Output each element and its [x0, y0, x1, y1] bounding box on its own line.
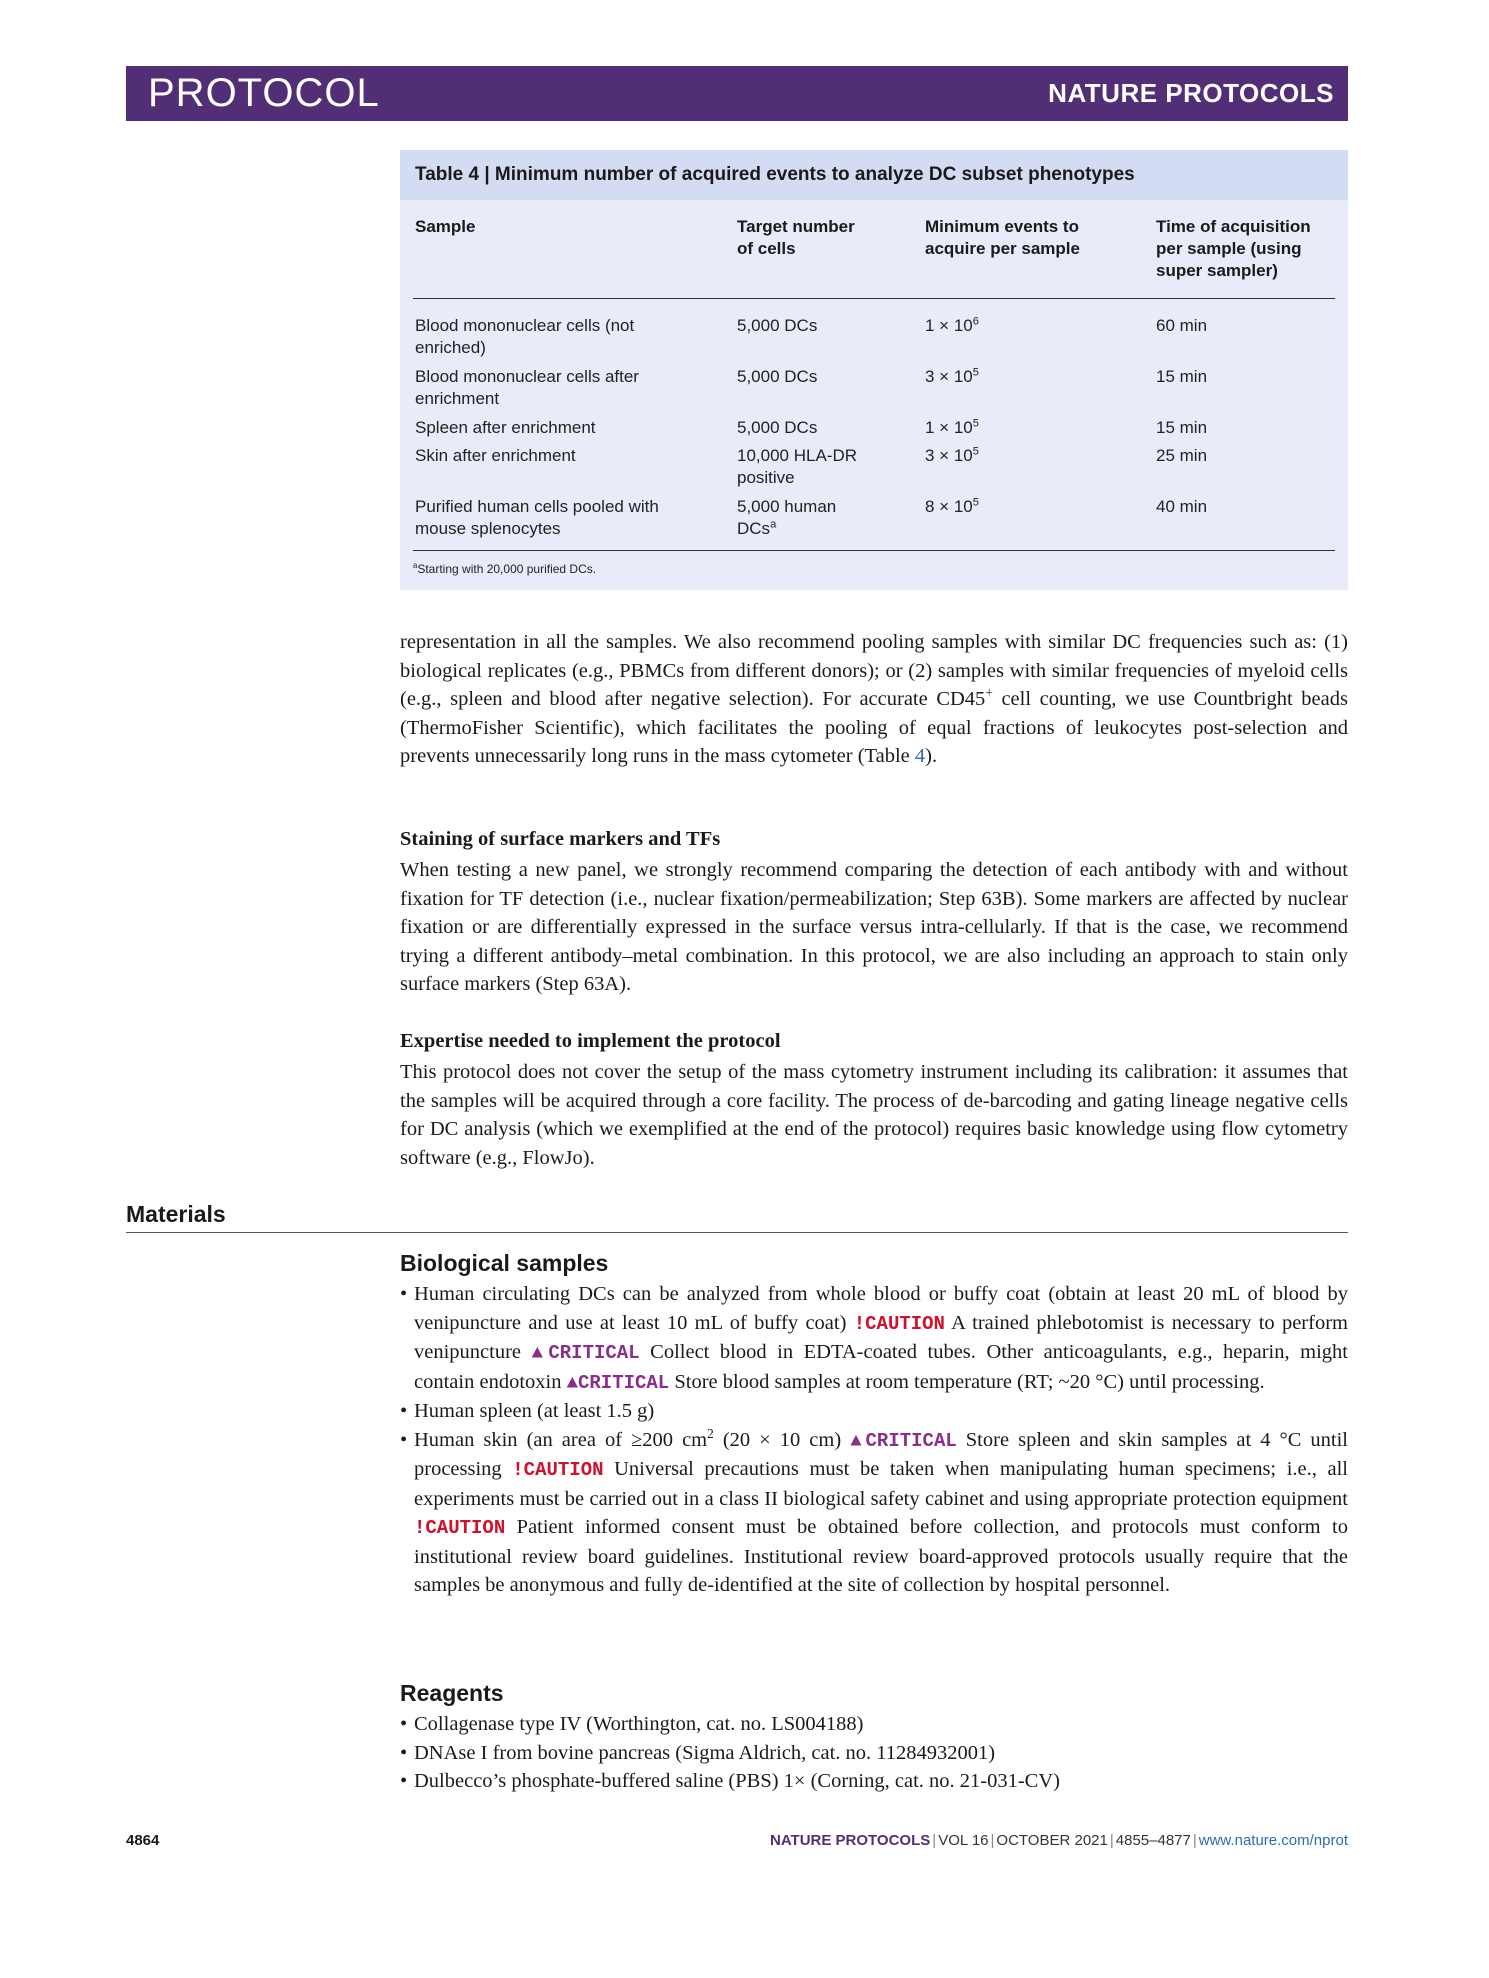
caution-label: !CAUTION: [414, 1517, 506, 1539]
biological-samples-list: [400, 1280, 1348, 1600]
table-footnote: $^a$Starting with 20,000 purified DCs.: [413, 561, 597, 576]
table-caption: Table 4 | Minimum number of acquired events to analyze DC subset phenotypes: [415, 164, 1135, 185]
reagents-list: [400, 1710, 1348, 1796]
heading-reagents: Reagents: [400, 1680, 504, 1706]
table-4-link[interactable]: 4: [914, 745, 926, 767]
heading-staining: Staining of surface markers and TFs: [400, 828, 721, 850]
col-header-time: Time of acquisition per sample (using super sampler): [1156, 217, 1311, 280]
journal-url-link[interactable]: www.nature.com/nprot: [1198, 1832, 1348, 1849]
critical-label: ▲CRITICAL: [566, 1371, 670, 1394]
list-item: • Human circulating DCs can be analyzed from whole blood or buffy coat (obtain at least 20 mL of blood by venipuncture and use at least 10 mL of buffy coat) !CAUTION A trained phlebotomist is necessary to perform venipuncture ▲CRITICAL Collect blood in EDTA-coated tubes. Other anticoagulants, e.g., heparin, might contain endotoxin ▲CRITICAL Store blood samples at room temperature (RT; ~20 °C) until processing.: [400, 1280, 1348, 1397]
heading-expertise: Expertise needed to implement the protocol: [400, 1030, 781, 1052]
footer-citation: NATURE PROTOCOLS | VOL 16 | OCTOBER 2021 | 4855–4877 | www.nature.com/nprot: [769, 1832, 1348, 1849]
table-4: Table 4 | Minimum number of acquired events to analyze DC subset phenotypes Sample Target number of cells Minimum events to acquire per sample Time of acquisition per sample (using super sampler) Blood mononuclear cells (not enriched) 5,000 DCs $1 \times 10^6$ 60 min Blood mononuclear cells after enrichment 5,000 DCs $3 \times 10^5$ 15 min Spleen after enrichment 5,000 DCs $1 \times 10^5$ 15 min Skin after enrichment 10,000 HLA-DR positive $3 \times 10^5$ 25 min Purified human cells pooled with mouse splenocytes 5,000 human DCs$^a$ $8 \times 10^5$ 40 min $^a$Starting with 20,000 purified DCs.: [400, 150, 1348, 590]
list-item: • Human spleen (at least 1.5 g): [400, 1397, 1348, 1426]
critical-label: ▲CRITICAL: [850, 1429, 957, 1452]
col-header-events: Minimum events to acquire per sample: [925, 217, 1080, 258]
table-caption-bar: [400, 150, 1348, 200]
paragraph-expertise: This protocol does not cover the setup of the mass cytometry instrument including its calibration: it assumes that the samples will be acquired through a core facility. The process of de-barcoding and gating lineage negative cells for DC analysis (which we exemplified at the end of the protocol) requires basic knowledge using flow cytometry software (e.g., FlowJo).: [400, 1061, 1348, 1169]
heading-biological-samples: Biological samples: [400, 1250, 609, 1276]
header-bar: [126, 66, 1348, 121]
list-item: • Human skin (an area of ≥200 $cm^2$ (20 × 10 cm) ▲CRITICAL Store spleen and skin samples at 4 °C until processing !CAUTION Universal precautions must be taken when manipulating human specimens; i.e., all experiments must be carried out in a class II biological safety cabinet and using appropriate protection equipment !CAUTION Patient informed consent must be obtained before collection, and protocols must conform to institutional review board guidelines. Institutional review board-approved protocols usually require that the samples be anonymous and fully de-identified at the site of collection by hospital personnel.: [400, 1426, 1348, 1600]
col-header-sample: Sample: [415, 217, 476, 236]
table-bottom-rule: [413, 550, 1335, 551]
paragraph-pooling: representation in all the samples. We also recommend pooling samples with similar DC frequencies such as: (1) biological replicates (e.g., PBMCs from different donors); or (2) samples with similar frequencies of myeloid cells (e.g., spleen and blood after negative selection). For accurate CD45+ cell counting, we use Countbright beads (ThermoFisher Scientific), which facilitates the pooling of equal fractions of leukocytes post-selection and prevents unnecessarily long runs in the mass cytometer (Table 4).: [400, 631, 1348, 767]
page-number: 4864: [126, 1832, 160, 1849]
journal-label: NATURE PROTOCOLS: [1048, 78, 1334, 108]
list-item: • Dulbecco’s phosphate-buffered saline (PBS) 1× (Corning, cat. no. 21-031-CV): [400, 1767, 1348, 1796]
materials-rule: [126, 1232, 1348, 1233]
caution-label: !CAUTION: [512, 1459, 604, 1481]
section-label: PROTOCOL: [148, 71, 380, 115]
list-item: • Collagenase type IV (Worthington, cat. no. LS004188): [400, 1710, 1348, 1739]
list-item: • DNAse I from bovine pancreas (Sigma Aldrich, cat. no. 11284932001): [400, 1739, 1348, 1768]
caution-label: !CAUTION: [853, 1312, 945, 1335]
paragraph-staining: When testing a new panel, we strongly recommend comparing the detection of each antibody with and without fixation for TF detection (i.e., nuclear fixation/permeabilization; Step 63B). Some markers are affected by nuclear fixation or are differentially expressed in the surface versus intra-cellularly. If that is the case, we recommend trying a different antibody–metal combination. In this protocol, we are also including an approach to stain only surface markers (Step 63A).: [400, 859, 1348, 995]
critical-label: ▲CRITICAL: [531, 1342, 640, 1364]
materials-title: Materials: [126, 1201, 226, 1227]
header-rule: [413, 298, 1335, 299]
col-header-target: Target number of cells: [737, 217, 855, 258]
